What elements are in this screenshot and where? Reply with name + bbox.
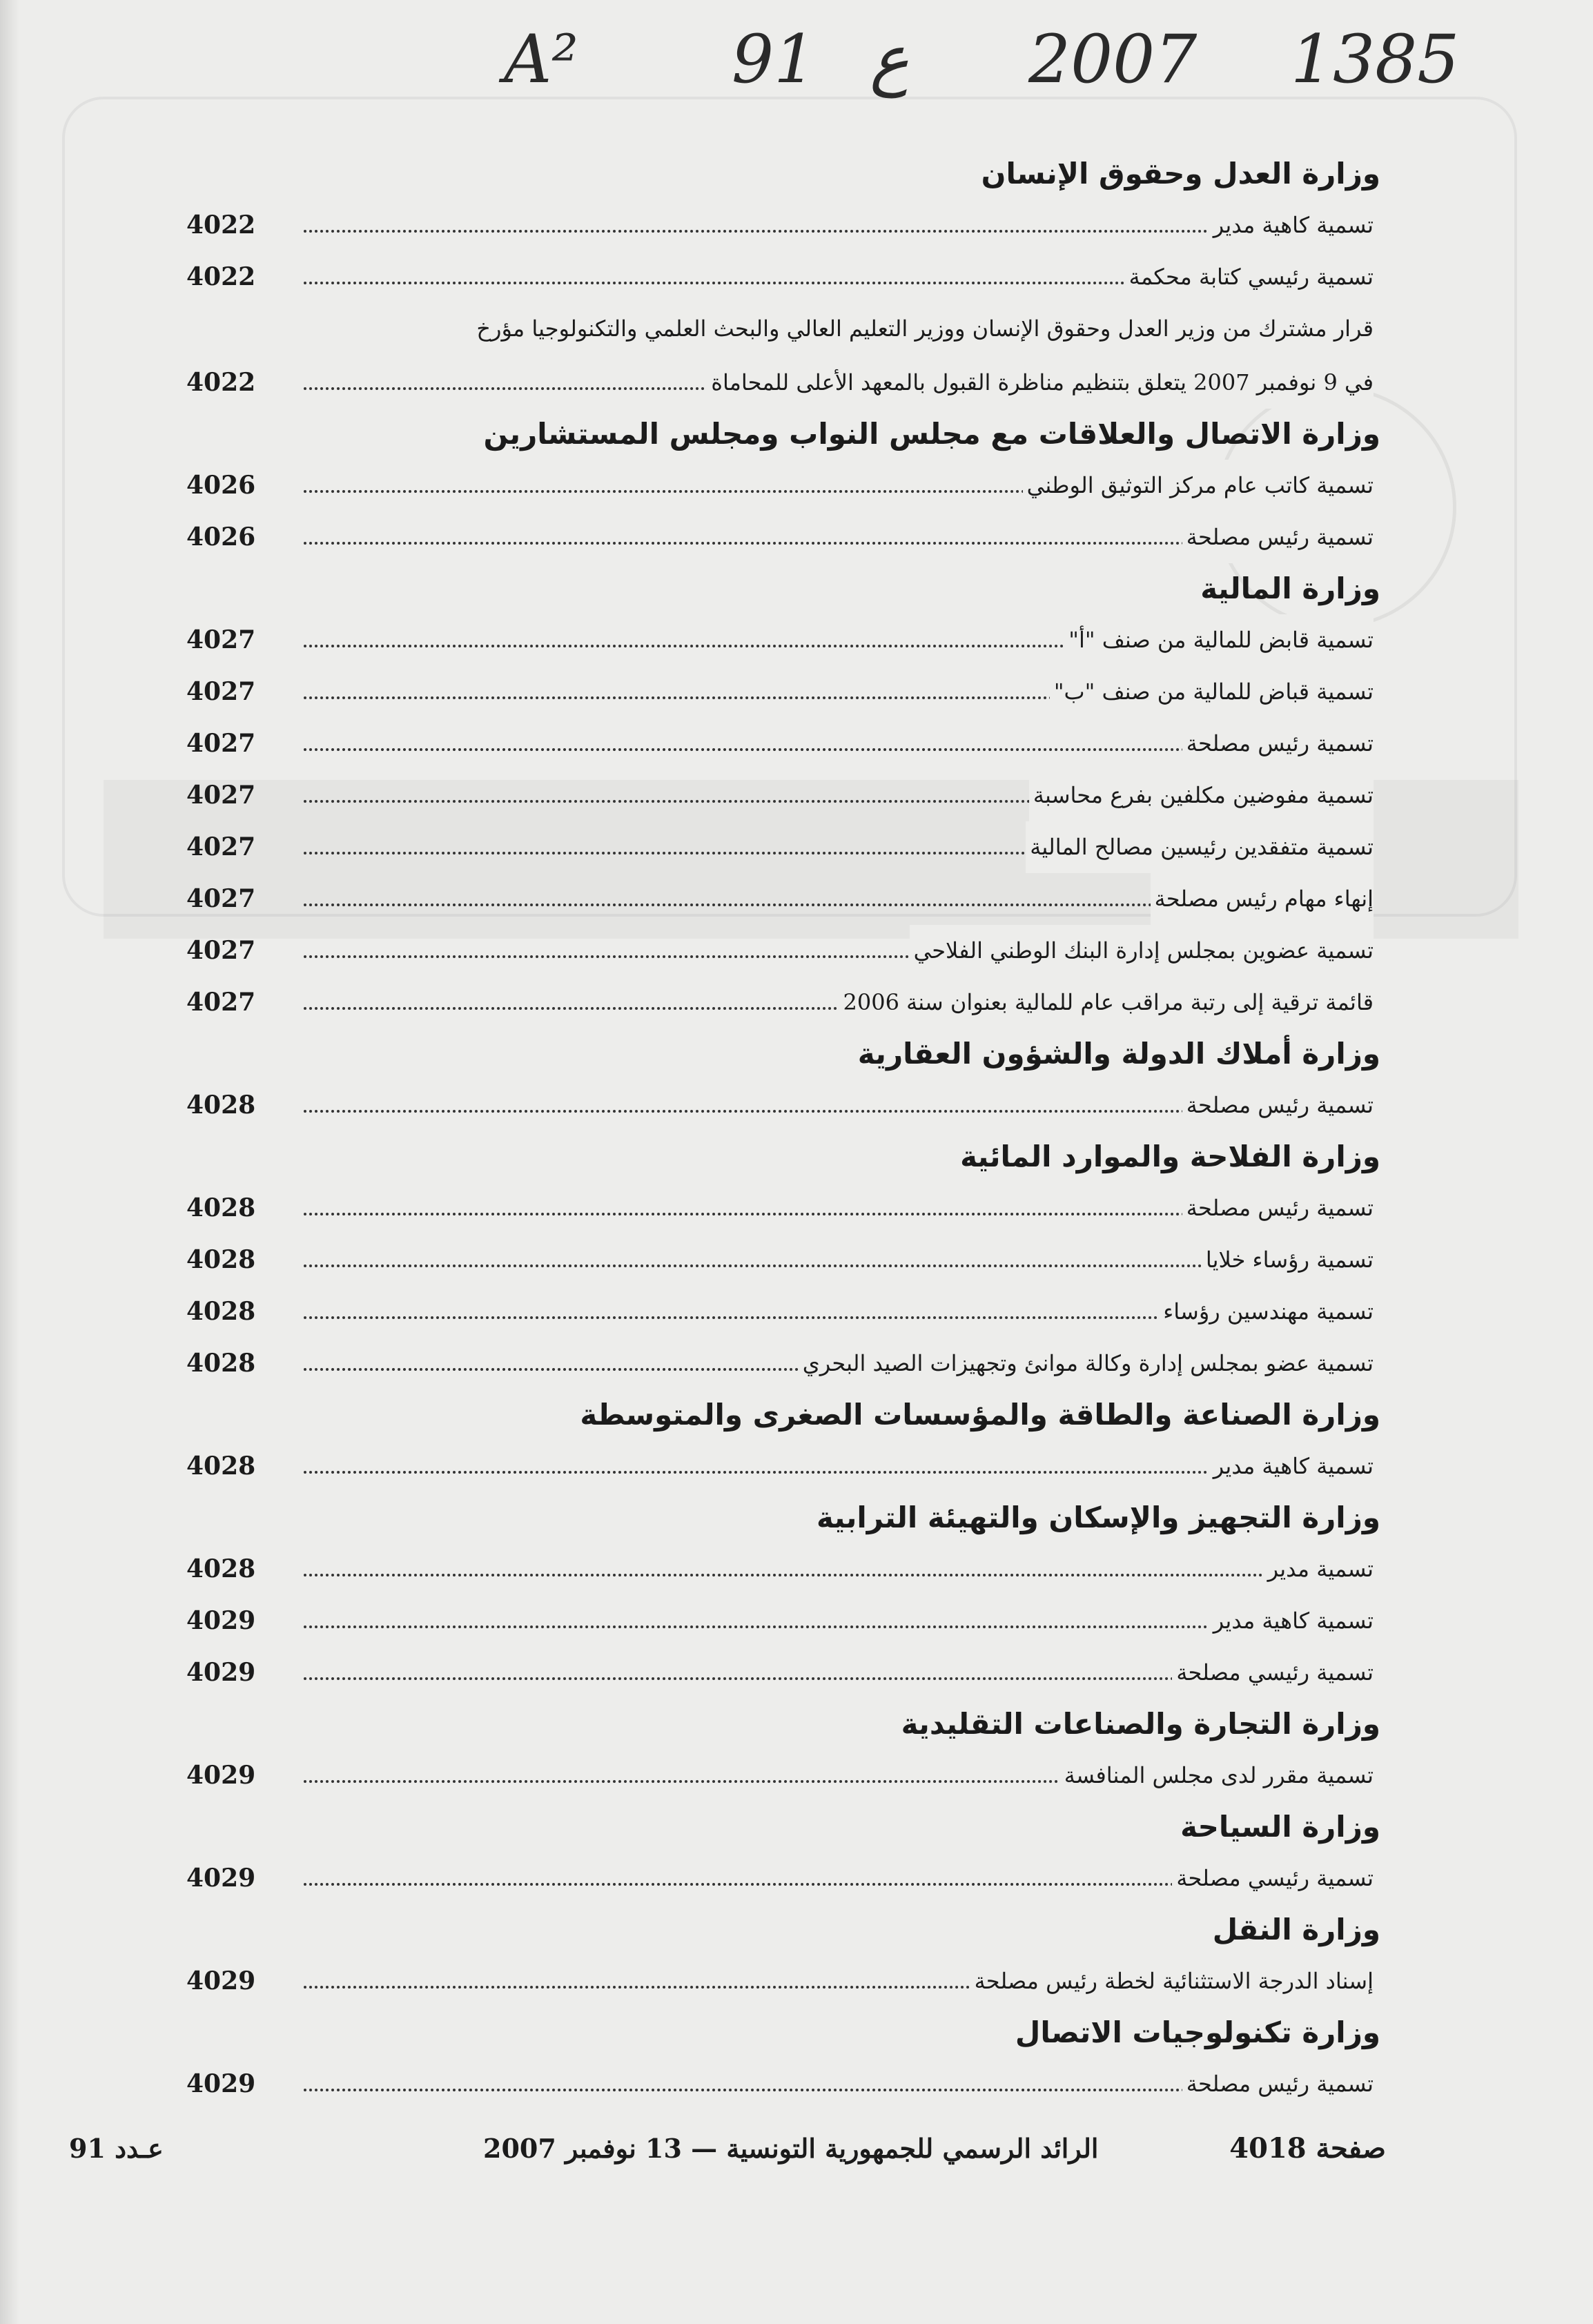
toc-entry — [186, 1338, 1387, 1389]
toc-entry — [186, 1955, 1387, 2007]
toc-entry — [186, 1441, 1387, 1492]
toc-entry — [186, 873, 1387, 925]
toc-entry — [186, 460, 1387, 511]
entry-label: تسمية رؤساء خلايا — [1202, 1234, 1374, 1286]
toc-section — [186, 1028, 1387, 1131]
entry-page-number: 4027 — [186, 988, 256, 1017]
section-title: وزارة الاتصال والعلاقات مع مجلس النواب ومجلس المستشارين — [483, 417, 1380, 451]
entry-label: تسمية رئيس مصلحة — [1182, 718, 1374, 770]
entry-page-number: 4029 — [186, 1606, 256, 1635]
entry-label: تسمية رئيسي كتابة محكمة — [1125, 251, 1374, 303]
entry-page-number: 4029 — [186, 1658, 256, 1687]
entry-page-number: 4027 — [186, 729, 256, 758]
entry-page-number: 4028 — [186, 1091, 256, 1120]
toc-section — [186, 563, 1387, 1028]
section-title: وزارة المالية — [1200, 572, 1380, 605]
toc-entry — [186, 1750, 1387, 1801]
annotation-letter: ع — [870, 21, 910, 98]
section-title: وزارة الصناعة والطاقة والمؤسسات الصغرى والمتوسطة — [580, 1398, 1380, 1432]
footer-issue-number: عـدد 91 — [69, 2133, 164, 2164]
entry-label: تسمية قباض للمالية من صنف "ب" — [1050, 666, 1374, 718]
entry-page-number: 4027 — [186, 781, 256, 810]
entry-label: في 9 نوفمبر 2007 يتعلق بتنظيم مناظرة القبول بالمعهد الأعلى للمحاماة — [707, 357, 1374, 409]
entry-page-number: 4029 — [186, 2069, 256, 2098]
footer-journal-title: الرائد الرسمي للجمهورية التونسية — 13 نوفمبر 2007 — [483, 2133, 1099, 2164]
annotation-issue: 91 — [732, 21, 817, 98]
entry-label: قرار مشترك من وزير العدل وحقوق الإنسان ووزير التعليم العالي والبحث العلمي والتكنولوجيا مؤرخ — [472, 303, 1374, 355]
section-title: وزارة الفلاحة والموارد المائية — [960, 1140, 1380, 1173]
entry-page-number: 4028 — [186, 1349, 256, 1378]
toc-section — [186, 148, 1387, 409]
toc-entry — [186, 1647, 1387, 1699]
entry-page-number: 4022 — [186, 368, 256, 397]
dot-leader — [304, 1574, 1374, 1576]
entry-page-number: 4027 — [186, 832, 256, 861]
toc-entry — [186, 511, 1387, 563]
section-title: وزارة التجهيز والإسكان والتهيئة الترابية — [817, 1501, 1380, 1534]
toc-entry — [186, 821, 1387, 873]
entry-label: تسمية عضوين بمجلس إدارة البنك الوطني الفلاحي — [910, 925, 1374, 977]
entry-page-number: 4022 — [186, 262, 256, 291]
entry-label: تسمية قابض للمالية من صنف "أ" — [1064, 614, 1374, 666]
entry-label: قائمة ترقية إلى رتبة مراقب عام للمالية بعنوان سنة 2006 — [839, 977, 1374, 1028]
entry-label: تسمية كاهية مدير — [1209, 199, 1374, 251]
section-title: وزارة السياحة — [1180, 1810, 1380, 1844]
toc-entry — [186, 977, 1387, 1028]
toc-section — [186, 1904, 1387, 2007]
entry-label: إسناد الدرجة الاستثنائية لخطة رئيس مصلحة — [970, 1955, 1374, 2007]
toc-section — [186, 409, 1387, 563]
toc-entry — [186, 1853, 1387, 1904]
toc-entry — [186, 1595, 1387, 1647]
entry-label: تسمية عضو بمجلس إدارة وكالة موانئ وتجهيزات الصيد البحري — [799, 1338, 1374, 1389]
entry-label: تسمية كاتب عام مركز التوثيق الوطني — [1023, 460, 1374, 511]
entry-page-number: 4028 — [186, 1554, 256, 1583]
toc-entry — [186, 251, 1387, 303]
section-title: وزارة تكنولوجيات الاتصال — [1015, 2015, 1380, 2049]
toc-entry — [186, 303, 1387, 357]
section-title: وزارة أملاك الدولة والشؤون العقارية — [857, 1037, 1380, 1071]
entry-page-number: 4028 — [186, 1245, 256, 1274]
entry-page-number: 4026 — [186, 471, 256, 500]
entry-label: تسمية رئيسي مصلحة — [1172, 1647, 1374, 1699]
entry-page-number: 4027 — [186, 884, 256, 913]
entry-label: تسمية رئيس مصلحة — [1182, 1182, 1374, 1234]
toc-entry — [186, 2058, 1387, 2110]
entry-page-number: 4029 — [186, 1864, 256, 1893]
entry-page-number: 4027 — [186, 625, 256, 654]
toc-entry — [186, 1182, 1387, 1234]
entry-label: تسمية مقرر لدى مجلس المنافسة — [1060, 1750, 1374, 1801]
toc-entry — [186, 199, 1387, 251]
toc-section — [186, 1699, 1387, 1801]
entry-page-number: 4028 — [186, 1193, 256, 1222]
entry-page-number: 4028 — [186, 1297, 256, 1326]
entry-page-number: 4029 — [186, 1966, 256, 1995]
entry-page-number: 4026 — [186, 523, 256, 551]
entry-label: تسمية كاهية مدير — [1209, 1441, 1374, 1492]
entry-page-number: 4029 — [186, 1761, 256, 1790]
toc-entry — [186, 1234, 1387, 1286]
toc-section — [186, 1801, 1387, 1904]
annotation-year: 2007 — [1028, 21, 1198, 98]
entry-page-number: 4028 — [186, 1452, 256, 1481]
entry-label: تسمية مفوضين مكلفين بفرع محاسبة — [1029, 770, 1374, 821]
annotation-number: 1385 — [1291, 21, 1460, 98]
entry-page-number: 4027 — [186, 677, 256, 706]
toc-entry — [186, 614, 1387, 666]
entry-label: تسمية رئيسي مصلحة — [1172, 1853, 1374, 1904]
entry-label: إنهاء مهام رئيس مصلحة — [1151, 873, 1374, 925]
entry-label: تسمية رئيس مصلحة — [1182, 511, 1374, 563]
toc-entry — [186, 925, 1387, 977]
section-title: وزارة النقل — [1212, 1913, 1380, 1946]
toc-section — [186, 1492, 1387, 1699]
toc-section — [186, 2007, 1387, 2110]
toc-entry — [186, 718, 1387, 770]
toc-section — [186, 1389, 1387, 1492]
section-title: وزارة التجارة والصناعات التقليدية — [901, 1707, 1380, 1741]
toc-entry — [186, 1286, 1387, 1338]
toc-entry — [186, 1543, 1387, 1595]
entry-label: تسمية رئيس مصلحة — [1182, 2058, 1374, 2110]
entry-page-number: 4027 — [186, 936, 256, 965]
entry-label: تسمية مدير — [1264, 1543, 1374, 1595]
toc-entry — [186, 770, 1387, 821]
entry-label: تسمية رئيس مصلحة — [1182, 1080, 1374, 1131]
entry-label: تسمية متفقدين رئيسين مصالح المالية — [1026, 821, 1374, 873]
toc-entry — [186, 1080, 1387, 1131]
entry-page-number: 4022 — [186, 211, 256, 240]
entry-label: تسمية مهندسين رؤساء — [1159, 1286, 1374, 1338]
entry-label: تسمية كاهية مدير — [1209, 1595, 1374, 1647]
toc-entry — [186, 666, 1387, 718]
annotation-mark: A² — [504, 21, 578, 98]
table-of-contents — [186, 148, 1387, 2110]
page-edge-shadow — [0, 0, 19, 2324]
toc-entry — [186, 357, 1387, 409]
toc-section — [186, 1131, 1387, 1389]
footer-page-number: صفحة 4018 — [1229, 2132, 1386, 2165]
section-title: وزارة العدل وحقوق الإنسان — [981, 157, 1380, 191]
